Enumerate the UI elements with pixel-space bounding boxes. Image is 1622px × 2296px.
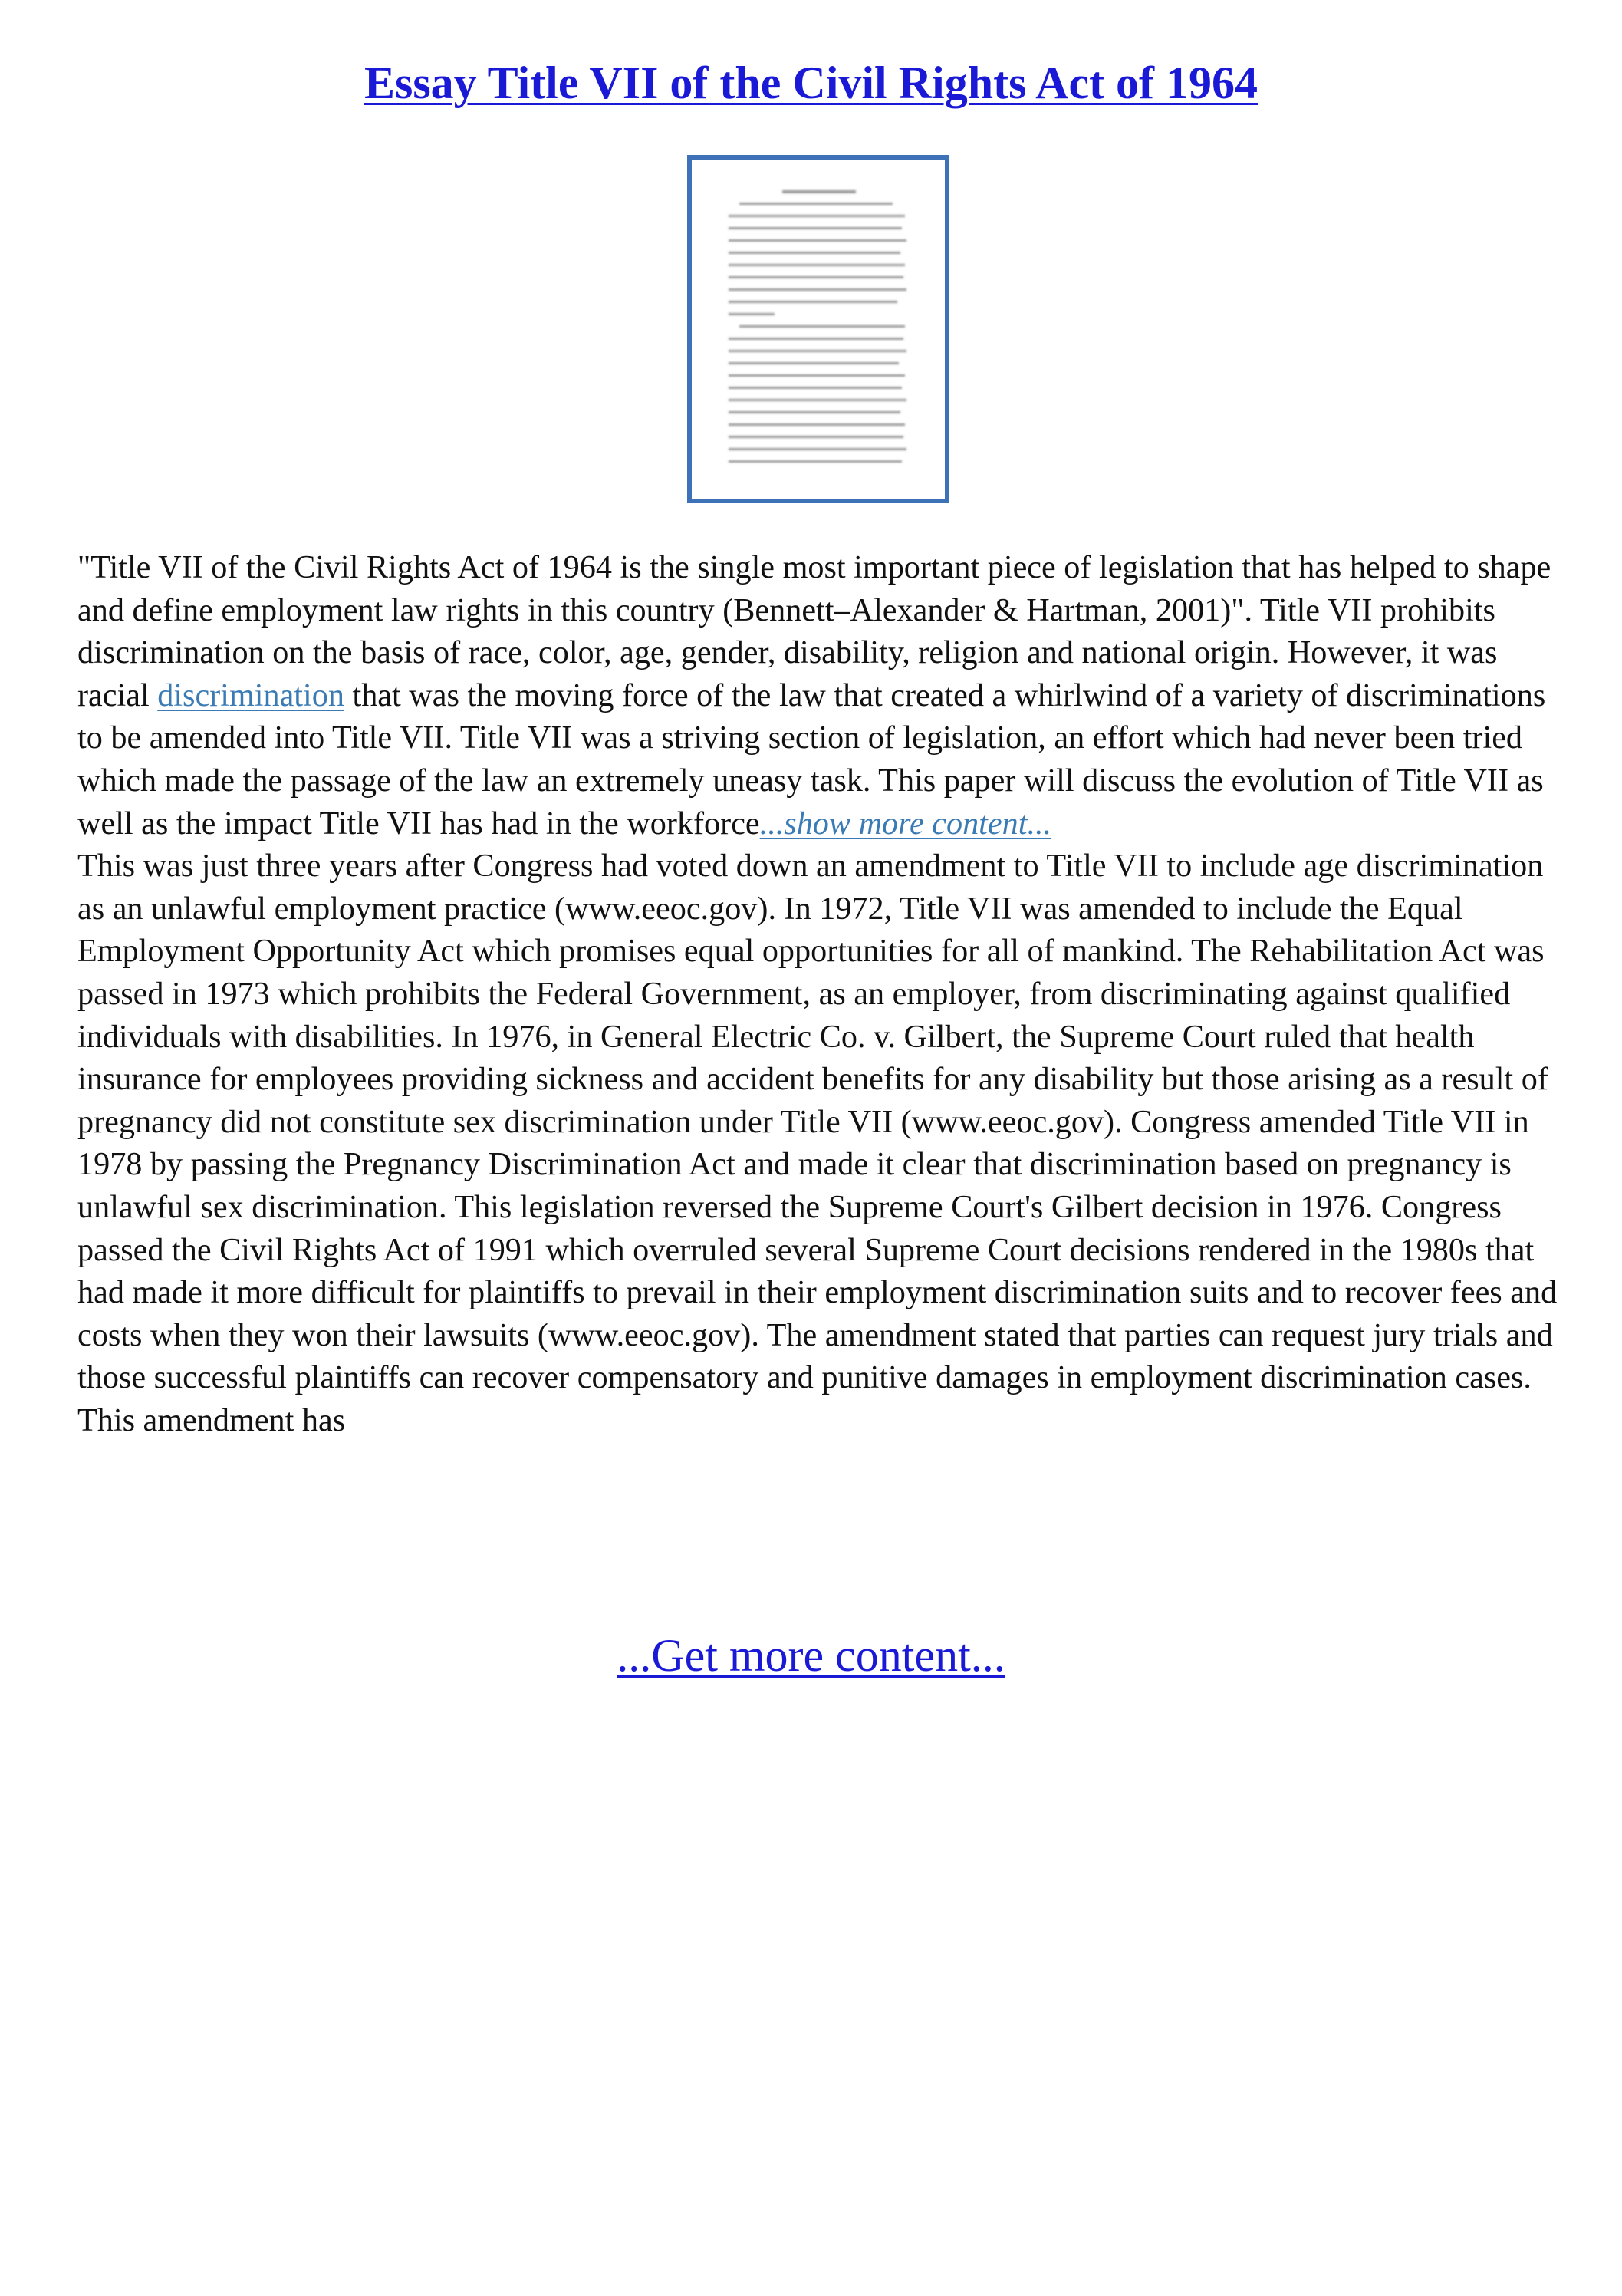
essay-body <box>77 546 1565 1441</box>
get-more-content <box>0 1628 1622 1683</box>
show-more-link[interactable]: ...show more content... <box>759 805 1052 842</box>
discrimination-link[interactable]: discrimination <box>157 677 344 713</box>
get-more-content-link[interactable]: ...Get more content... <box>617 1630 1005 1681</box>
essay-paragraph-continued: This was just three years after Congress had voted down an amendment to Title VII to include age discrimination as an unlawful employment practice (www.eeoc.gov). In 1972, Title VII was amended to include the Equal Employment Opportunity Act which promises equal opportunities for all of mankind. The Rehabilitation Act was passed in 1973 which prohibits the Federal Government, as an employer, from discriminating against qualified individuals with disabilities. In 1976, in General Electric Co. v. Gilbert, the Supreme Court ruled that health insurance for employees providing sickness and accident benefits for any disability but those arising as a result of pregnancy did not constitute sex discrimination under Title VII (www.eeoc.gov). Congress amended Title VII in 1978 by passing the Pregnancy Discrimination Act and made it clear that discrimination based on pregnancy is unlawful sex discrimination. This legislation reversed the Supreme Court's Gilbert decision in 1976. Congress passed the Civil Rights Act of 1991 which overruled several Supreme Court decisions rendered in the 1980s that had made it more difficult for plaintiffs to prevail in their employment discrimination suits and to recover fees and costs when they won their lawsuits (www.eeoc.gov). The amendment stated that parties can request jury trials and those successful plaintiffs can recover compensatory and punitive damages in employment discrimination cases. This amendment has <box>77 848 1558 1438</box>
document-preview-thumbnail[interactable] <box>687 155 949 503</box>
paragraph-text: "Title VII of the Civil Rights Act of 1964 is the single most important piece of legislation that has helped to shape and define employment law rights in this country (Bennett–Alexander & Hartman, 2001)". Title VII prohibits discrimination on the basis of race, color, age, gender, disability, religion and national origin. However, it was racial <box>77 549 1551 713</box>
document-preview-icon <box>692 160 945 499</box>
title-link[interactable]: Essay Title VII of the Civil Rights Act of 1964 <box>364 58 1258 108</box>
page-title <box>0 55 1622 110</box>
paragraph-text: that was the moving force of the law that created a whirlwind of a variety of discriminations to be amended into Title VII. Title VII was a striving section of legislation, an effort which had never been tried which made the passage of the law an extremely uneasy task. This paper will discuss the evolution of Title VII as well as the impact Title VII has had in the workforce <box>77 677 1546 842</box>
essay-paragraph-intro <box>77 546 1565 845</box>
